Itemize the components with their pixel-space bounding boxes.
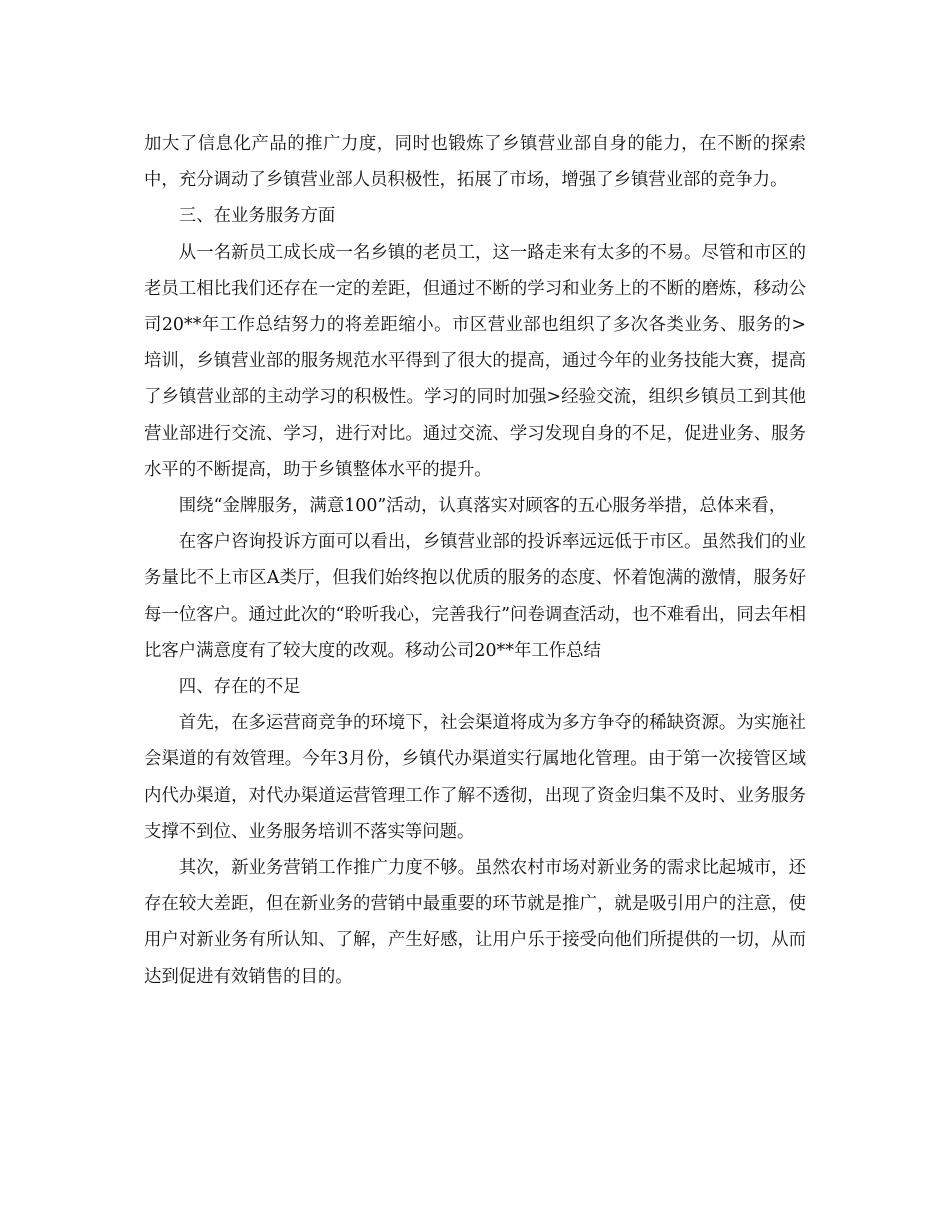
section-heading-shortcomings: 四、存在的不足: [178, 677, 301, 698]
paragraph-second-shortcoming: 其次，新业务营销工作推广力度不够。虽然农村市场对新业务的需求比起城市，还存在较大差距，但在新业务的营销中最重要的环节就是推广，就是吸引用户的注意，使用户对新业务有所认知、了解，产生好感，让用户乐于接受向他们所提供的一切，从而达到促进有效销售的目的。: [144, 858, 806, 987]
paragraph-employee-growth: 从一名新员工成长成一名乡镇的老员工，这一路走来有太多的不易。尽管和市区的老员工相比我们还存在一定的差距，但通过不断的学习和业务上的不断的磨炼，移动公司20**年工作总结努力的将差距缩小。市区营业部也组织了多次各类业务、服务的>培训，乡镇营业部的服务规范水平得到了很大的提高，通过今年的业务技能大赛，提高了乡镇营业部的主动学习的积极性。学习的同时加强>经验交流，组织乡镇员工到其他营业部进行交流、学习，进行对比。通过交流、学习发现自身的不足，促进业务、服务水平的不断提高，助于乡镇整体水平的提升。: [144, 242, 806, 480]
paragraph-customer-complaints: 在客户咨询投诉方面可以看出，乡镇营业部的投诉率远远低于市区。虽然我们的业务量比不上市区A类厅，但我们始终抱以优质的服务的态度、怀着饱满的激情，服务好每一位客户。通过此次的“聆听我心，完善我行”问卷调查活动，也不难看出，同去年相比客户满意度有了较大度的改观。移动公司20**年工作总结: [144, 532, 806, 661]
section-heading-business-service: 三、在业务服务方面: [178, 206, 336, 227]
document-body: [144, 126, 806, 995]
paragraph-first-shortcoming: 首先，在多运营商竞争的环境下，社会渠道将成为多方争夺的稀缺资源。为实施社会渠道的有效管理。今年3月份，乡镇代办渠道实行属地化管理。由于第一次接管区域内代办渠道，对代办渠道运营管理工作了解不透彻，出现了资金归集不及时、业务服务支撑不到位、业务服务培训不落实等问题。: [144, 713, 806, 842]
paragraph-gold-service: 围绕“金牌服务，满意100”活动，认真落实对顾客的五心服务举措，总体来看，: [178, 496, 787, 517]
paragraph-continuation: 加大了信息化产品的推广力度，同时也锻炼了乡镇营业部自身的能力，在不断的探索中，充分调动了乡镇营业部人员积极性，拓展了市场，增强了乡镇营业部的竞争力。: [144, 134, 806, 191]
